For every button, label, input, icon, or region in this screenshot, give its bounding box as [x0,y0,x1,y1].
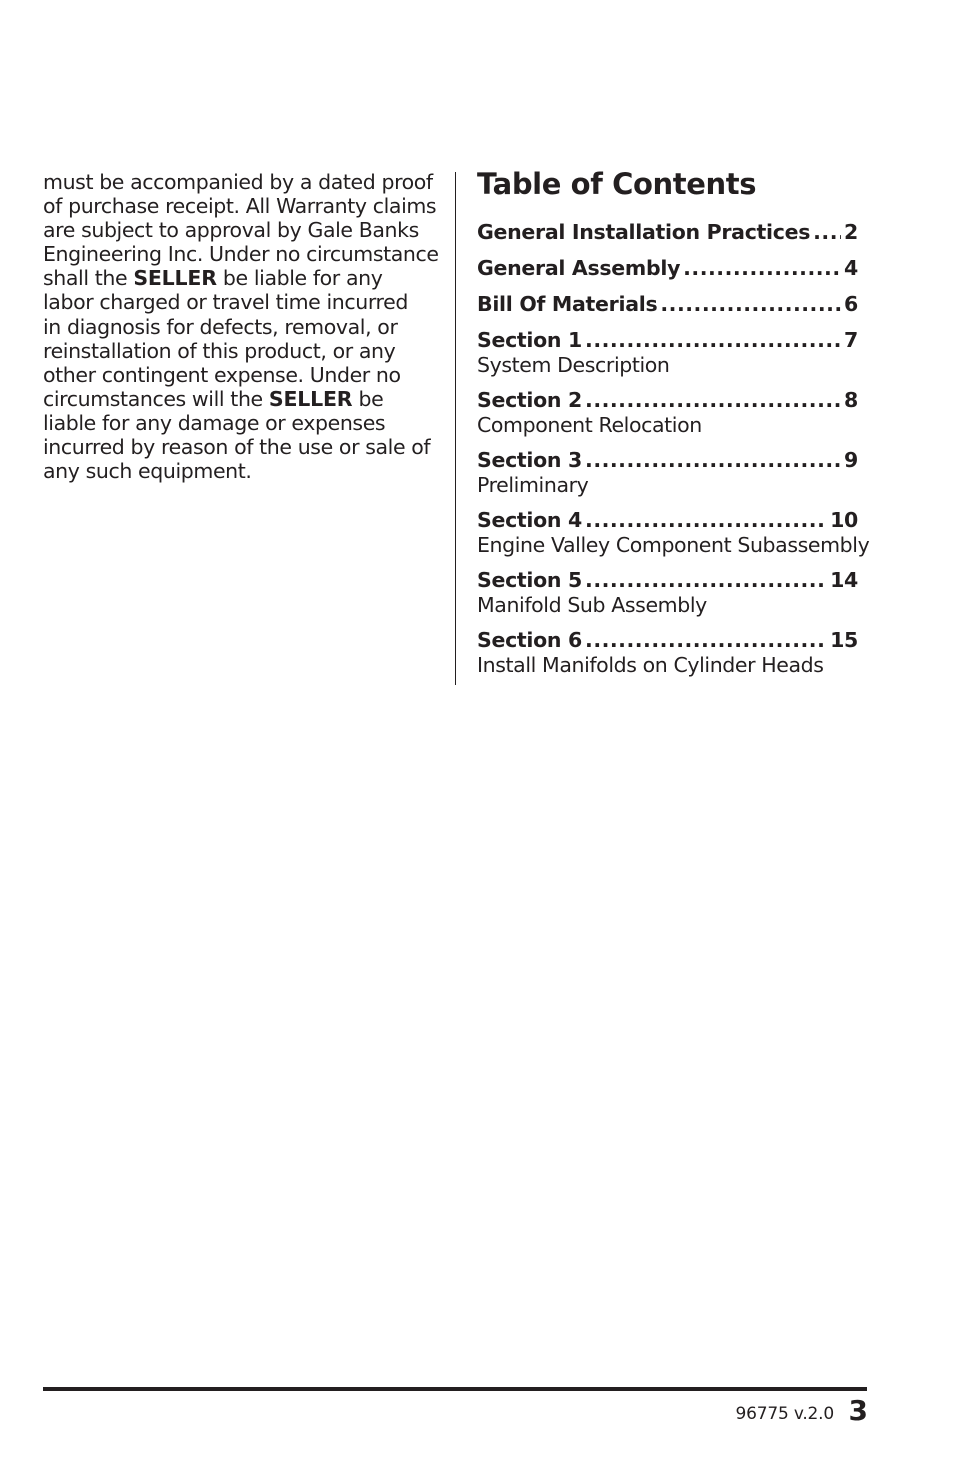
toc-leader-dots [660,292,841,317]
toc-page-number: 8 [844,388,858,412]
toc-page-number: 15 [830,628,858,652]
text-run: in diagnosis for defects, removal, or [43,314,398,339]
warranty-text [43,170,441,483]
text-run: of purchase receipt. All Warranty claims [43,194,437,219]
toc-entry-section-3[interactable] [477,448,862,497]
text-run: be [352,386,384,411]
toc-subtitle: System Description [477,353,670,377]
warranty-line [43,315,441,339]
toc-row [477,388,858,413]
toc-label: Section 1 [477,328,583,352]
toc-subtitle: Component Relocation [477,413,702,437]
toc-row [477,508,858,533]
toc-label: Bill Of Materials [477,292,658,316]
text-run: are subject to approval by Gale Banks [43,218,419,243]
toc-leader-dots [585,388,841,413]
toc-row [477,448,858,473]
warranty-line [43,290,441,314]
text-run: circumstances will the [43,386,269,411]
toc-row [477,256,858,281]
seller-term: SELLER [133,266,217,291]
warranty-line [43,194,441,218]
text-run: must be accompanied by a dated proof [43,170,433,194]
toc-page-number: 2 [844,220,858,244]
toc-label: Section 2 [477,388,583,412]
toc-leader-dots [585,328,841,353]
text-run: liable for any damage or expenses [43,410,386,435]
toc-row [477,628,858,653]
table-of-contents [477,164,870,688]
toc-leader-dots [585,628,827,653]
toc-page-number: 4 [844,256,858,280]
toc-row [477,292,858,317]
warranty-line [43,266,441,290]
toc-entry-section-6[interactable] [477,628,862,677]
toc-page-number: 14 [830,568,858,592]
text-run: be liable for any [216,266,383,291]
toc-leader-dots [813,220,841,245]
toc-subtitle: Preliminary [477,473,589,497]
toc-label: Section 3 [477,448,583,472]
page-number: 3 [848,1394,868,1427]
warranty-line [43,339,441,363]
toc-label: General Installation Practices [477,220,811,244]
text-run: reinstallation of this product, or any [43,338,396,363]
toc-entry-section-4[interactable] [477,508,870,557]
toc-leader-dots [585,508,827,533]
toc-label: Section 4 [477,508,583,532]
text-run: incurred by reason of the use or sale of [43,435,431,460]
toc-subtitle: Engine Valley Component Subassembly [477,533,870,557]
warranty-line [43,363,441,387]
toc-page-number: 6 [844,292,858,316]
text-run: other contingent expense. Under no [43,362,401,387]
toc-label: Section 5 [477,568,583,592]
toc-row [477,568,858,593]
warranty-line [43,218,441,242]
warranty-line [43,459,441,483]
toc-row [477,328,858,353]
toc-page-number: 7 [844,328,858,352]
text-run: Engineering Inc. Under no circumstance [43,242,439,267]
toc-row [477,220,858,245]
warranty-paragraph [43,170,441,483]
warranty-line [43,242,441,266]
toc-entry-general-installation[interactable] [477,220,862,245]
document-number: 96775 v.2.0 [735,1404,834,1424]
toc-entry-section-1[interactable] [477,328,862,377]
toc-entry-section-2[interactable] [477,388,862,437]
text-run: any such equipment. [43,459,252,484]
warranty-line [43,387,441,411]
toc-entry-bill-of-materials[interactable] [477,292,862,317]
toc-entry-section-5[interactable] [477,568,862,617]
toc-leader-dots [585,448,841,473]
toc-page-number: 9 [844,448,858,472]
text-run: labor charged or travel time incurred [43,290,408,315]
warranty-line [43,170,441,194]
toc-page-number: 10 [830,508,858,532]
warranty-line [43,435,441,459]
text-run: shall the [43,266,134,291]
toc-leader-dots [683,256,841,281]
toc-subtitle: Manifold Sub Assembly [477,593,707,617]
seller-term: SELLER [268,386,353,411]
toc-label: General Assembly [477,256,681,280]
footer-rule [43,1387,867,1391]
toc-title: Table of Contents [477,167,757,201]
toc-list [477,220,870,677]
column-divider [455,172,456,685]
toc-label: Section 6 [477,628,583,652]
warranty-line [43,411,441,435]
toc-subtitle: Install Manifolds on Cylinder Heads [477,653,824,677]
toc-entry-general-assembly[interactable] [477,256,862,281]
toc-leader-dots [585,568,827,593]
